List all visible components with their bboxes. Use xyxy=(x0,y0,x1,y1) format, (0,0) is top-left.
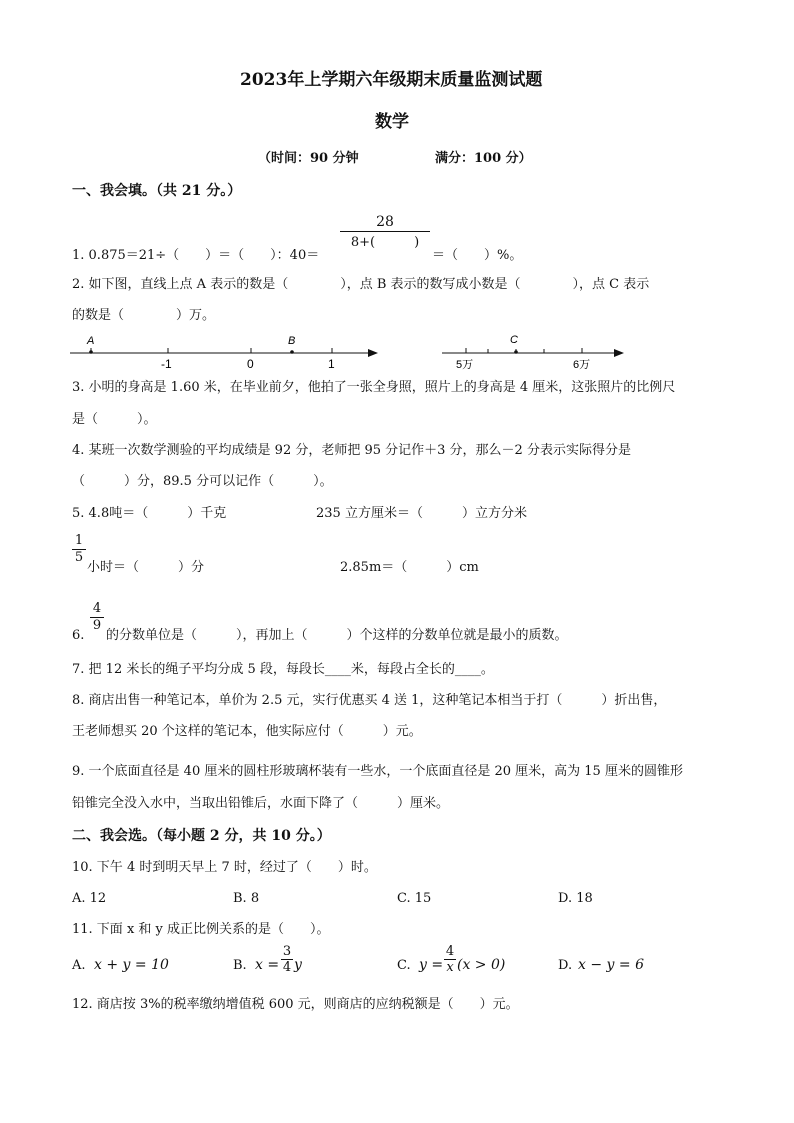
section2-heading: 二、我会选。（每小题 2 分，共 10 分。） xyxy=(72,828,331,844)
tick-label: -1 xyxy=(161,357,172,371)
q5-text-d: 2.85m＝（ ）cm xyxy=(340,560,479,575)
q12-stem: 12. 商店按 3%的税率缴纳增值税 600 元，则商店的应纳税额是（ ）元。 xyxy=(72,997,519,1012)
page-title: 2023年上学期六年级期末质量监测试题 xyxy=(240,70,543,90)
point-b-dot xyxy=(290,350,294,354)
tick-label: 0 xyxy=(247,357,254,371)
q6-frac-num: 4 xyxy=(92,601,102,616)
q11-option-c-fraction xyxy=(444,944,456,975)
q11-option-c-lhs: y = xyxy=(419,957,444,973)
q11-option-b-lhs: x = xyxy=(255,957,280,973)
q6-fraction xyxy=(90,601,104,634)
q11-c-num: 4 xyxy=(445,944,455,959)
q5-frac-den: 5 xyxy=(72,549,86,566)
q4-line1: 4. 某班一次数学测验的平均成绩是 92 分，老师把 95 分记作＋3 分，那么－2 分表示实际得分是 xyxy=(72,443,631,458)
q3-line2: 是（ ）。 xyxy=(72,412,157,427)
point-c-dot xyxy=(514,350,518,354)
exam-time: （时间：90 分钟 xyxy=(258,151,359,166)
q6-prefix: 6. xyxy=(72,628,85,643)
point-a-label: A xyxy=(87,335,95,347)
q10-option-b: B. 8 xyxy=(233,891,260,906)
q11-option-d-label: D. xyxy=(558,958,573,973)
subject-title: 数学 xyxy=(375,112,409,132)
point-a-dot xyxy=(89,350,93,354)
q1-fraction xyxy=(340,213,430,252)
q7-text: 7. 把 12 米长的绳子平均分成 5 段，每段长____米，每段占全长的____。 xyxy=(72,662,494,677)
q10-option-a: A. 12 xyxy=(72,891,107,906)
q3-line1: 3. 小明的身高是 1.60 米，在毕业前夕，他拍了一张全身照，照片上的身高是 4 厘米，这张照片的比例尺 xyxy=(72,380,676,395)
q5-text-b: 235 立方厘米＝（ ）立方分米 xyxy=(316,506,527,521)
q11-option-c-rhs: (x > 0) xyxy=(457,957,506,973)
q5-frac-num: 1 xyxy=(74,533,84,548)
q1-text-b: ＝（ ）%。 xyxy=(432,248,523,263)
q11-b-num: 3 xyxy=(282,944,292,959)
q4-line2: （ ）分，89.5 分可以记作（ ）。 xyxy=(72,474,333,489)
q11-option-a-expr: x + y = 10 xyxy=(94,957,169,973)
q1-frac-den: 8+( ) xyxy=(340,231,430,252)
number-line-2 xyxy=(436,328,636,378)
q11-option-b-fraction xyxy=(281,944,293,975)
q10-option-d: D. 18 xyxy=(558,891,593,906)
q11-option-b-label: B. xyxy=(233,958,247,973)
q2-line1: 2. 如下图，直线上点 A 表示的数是（ ），点 B 表示的数写成小数是（ ），点 C 表示 xyxy=(72,277,650,292)
q9-line2: 铅锥完全没入水中，当取出铅锥后，水面下降了（ ）厘米。 xyxy=(72,796,450,811)
q11-stem: 11. 下面 x 和 y 成正比例关系的是（ ）。 xyxy=(72,922,330,937)
q1-frac-num: 28 xyxy=(376,214,394,230)
q8-line2: 王老师想买 20 个这样的笔记本，他实际应付（ ）元。 xyxy=(72,724,422,739)
q1-text-a: 1. 0.875＝21÷（ ）＝（ ）：40＝ xyxy=(72,248,320,263)
exam-score: 满分：100 分） xyxy=(435,151,532,166)
point-b-label: B xyxy=(288,335,296,347)
q11-option-b-rhs: y xyxy=(294,957,302,973)
q10-option-c: C. 15 xyxy=(397,891,432,906)
q11-option-a-label: A. xyxy=(72,958,86,973)
q11-option-d-expr: x − y = 6 xyxy=(578,957,644,973)
q9-line1: 9. 一个底面直径是 40 厘米的圆柱形玻璃杯装有一些水，一个底面直径是 20 厘米，高为 15 厘米的圆锥形 xyxy=(72,764,683,779)
point-c-label: C xyxy=(510,334,518,346)
tick-label: 5万 xyxy=(456,359,474,371)
number-line-1 xyxy=(66,328,386,378)
tick-label: 6万 xyxy=(573,359,591,371)
q5-text-c: 小时＝（ ）分 xyxy=(87,560,205,575)
section1-heading: 一、我会填。（共 21 分。） xyxy=(72,183,242,199)
q2-line2: 的数是（ ）万。 xyxy=(72,308,216,323)
q6-text: 的分数单位是（ ），再加上（ ）个这样的分数单位就是最小的质数。 xyxy=(106,628,568,643)
q11-c-den: x xyxy=(444,959,456,975)
q6-frac-den: 9 xyxy=(90,617,104,634)
q10-stem: 10. 下午 4 时到明天早上 7 时，经过了（ ）时。 xyxy=(72,860,377,875)
tick-label: 1 xyxy=(328,357,335,371)
q5-fraction xyxy=(72,533,86,566)
q8-line1: 8. 商店出售一种笔记本，单价为 2.5 元，实行优惠买 4 送 1，这种笔记本相当于打（ ）折出售， xyxy=(72,693,667,708)
q11-option-c-label: C. xyxy=(397,958,411,973)
q11-b-den: 4 xyxy=(282,960,292,975)
q5-text-a: 5. 4.8吨＝（ ）千克 xyxy=(72,506,227,521)
